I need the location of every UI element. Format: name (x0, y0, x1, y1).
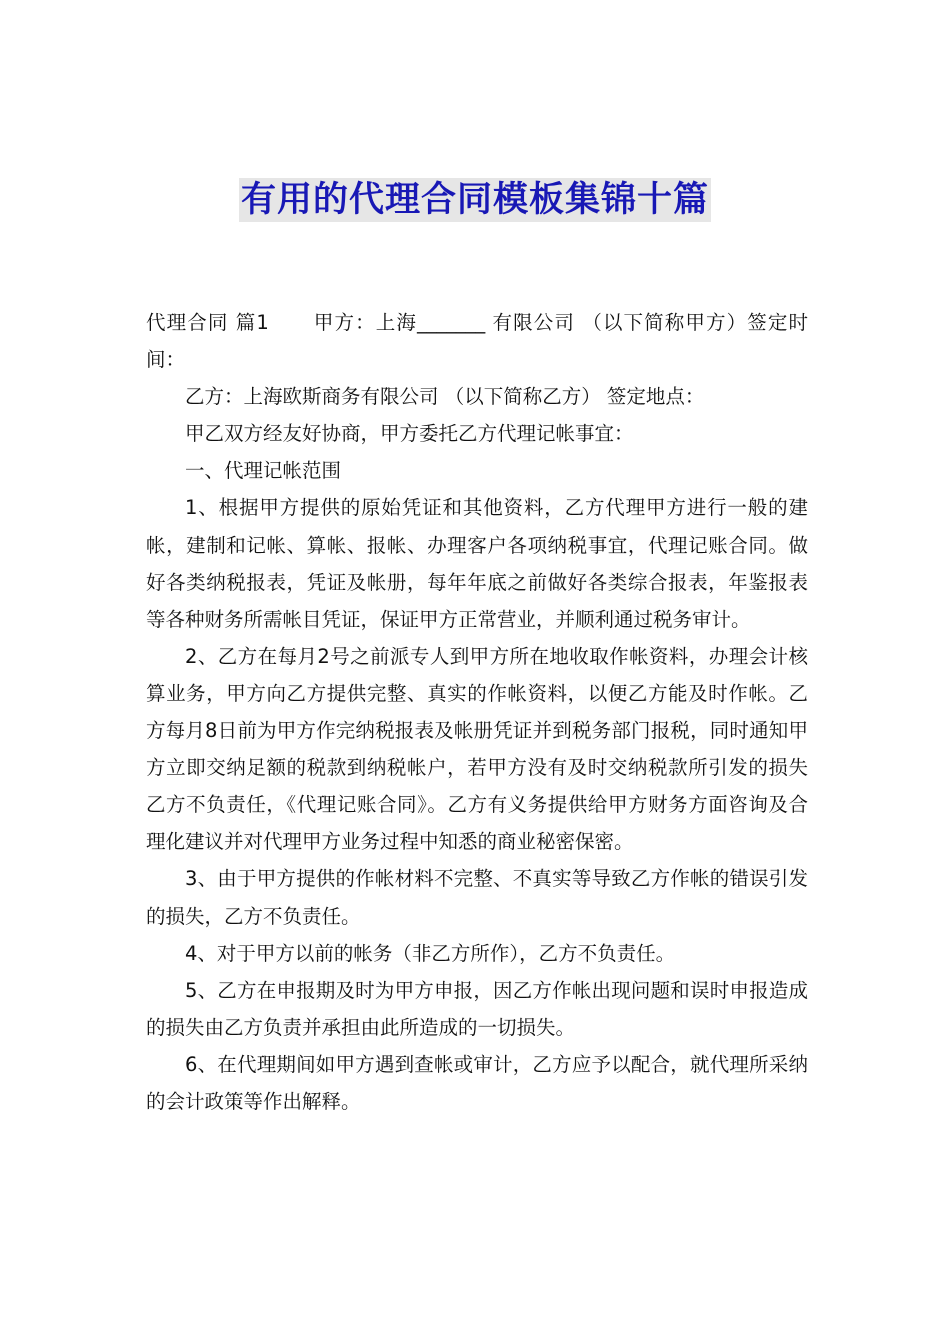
intro-paragraph: 甲乙双方经友好协商，甲方委托乙方代理记帐事宜： (185, 422, 634, 446)
document-title: 有用的代理合同模板集锦十篇 (240, 180, 709, 220)
clause-paragraph: 4、对于甲方以前的帐务（非乙方所作），乙方不负责任。 (185, 941, 676, 965)
section-title: 一、代理记帐范围 (185, 459, 342, 483)
document-body (146, 304, 808, 1120)
party-a-line: 甲方：上海_______ 有限公司 （以下简称甲方） (312, 311, 748, 334)
clause-paragraph: 6、在代理期间如甲方遇到查帐或审计，乙方应予以配合，就代理所采纳的会计政策等作出解释。 (146, 1052, 808, 1113)
party-b-line: 乙方：上海欧斯商务有限公司 （以下简称乙方） 签定地点： (185, 385, 705, 409)
clause-paragraph: 5、乙方在申报期及时为甲方申报，因乙方作帐出现问题和误时申报造成的损失由乙方负责并承担由此所造成的一切损失。 (146, 978, 808, 1039)
signing-time: 签定时间： (146, 311, 808, 372)
party-a-paragraph (146, 304, 808, 378)
clause-paragraph: 1、根据甲方提供的原始凭证和其他资料，乙方代理甲方进行一般的建帐，建制和记帐、算帐、报帐、办理客户各项纳税事宜，代理记账合同。做好各类纳税报表，凭证及帐册，每年年底之前做好各类综合报表，年鉴报表等各种财务所需帐目凭证，保证甲方正常营业，并顺利通过税务审计。 (146, 496, 808, 631)
heading-label: 代理合同 篇1 (146, 311, 269, 334)
clause-paragraph: 2、乙方在每月2号之前派专人到甲方所在地收取作帐资料，办理会计核算业务，甲方向乙方提供完整、真实的作帐资料，以便乙方能及时作帐。乙方每月8日前为甲方作完纳税报表及帐册凭证并到税务部门报税，同时通知甲方立即交纳足额的税款到纳税帐户，若甲方没有及时交纳税款所引发的损失乙方不负责任，《代理记账合同》。乙方有义务提供给甲方财务方面咨询及合理化建议并对代理甲方业务过程中知悉的商业秘密保密。 (146, 644, 808, 854)
clause-paragraph: 3、由于甲方提供的作帐材料不完整、不真实等导致乙方作帐的错误引发的损失，乙方不负责任。 (146, 867, 808, 928)
document-title-wrap (0, 178, 950, 222)
